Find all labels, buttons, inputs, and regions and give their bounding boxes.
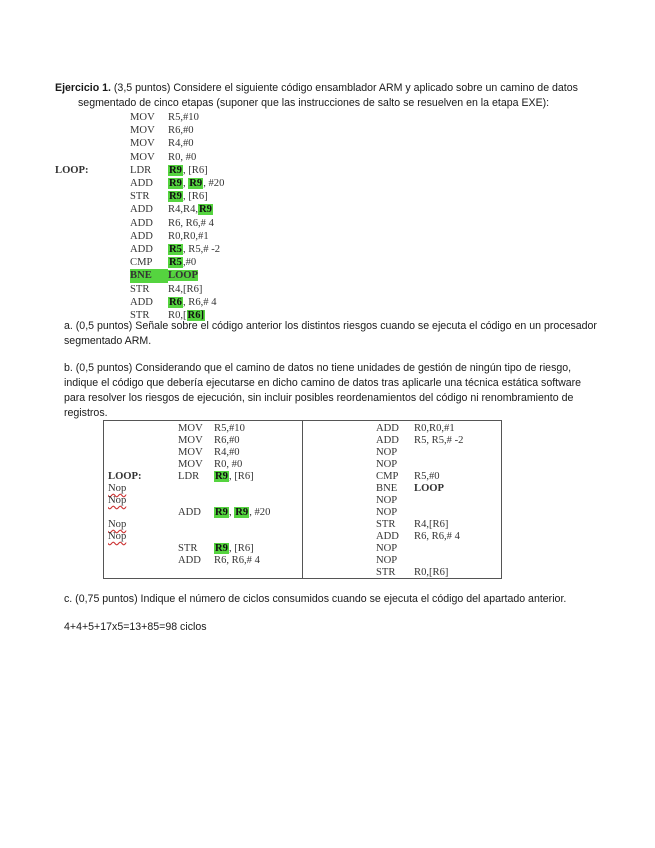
- code-operands: [168, 296, 217, 309]
- code-mnemonic: STR: [376, 519, 396, 530]
- code-operands: [168, 124, 194, 137]
- operand-text: R6,#0: [214, 435, 240, 446]
- part-c-question: c. (0,75 puntos) Indique el número de ciclos consumidos cuando se ejecuta el código del apartado anterior.: [64, 593, 567, 605]
- code-mnemonic: ADD: [130, 178, 153, 189]
- highlighted-register: R5: [169, 257, 182, 269]
- code-mnemonic: MOV: [130, 151, 155, 163]
- part-c-answer: 4+4+5+17x5=13+85=98 ciclos: [64, 621, 207, 633]
- operand-text: , #20: [203, 178, 225, 189]
- exercise-intro-line2: segmentado de cinco etapas (suponer que las instrucciones de salto se resuelven en la etapa EXE):: [78, 97, 550, 109]
- code-mnemonic: LDR: [130, 164, 152, 176]
- code-mnemonic: MOV: [130, 112, 155, 123]
- operand-text: ,: [182, 178, 189, 189]
- highlighted-register: R9: [215, 507, 228, 518]
- code-operands: [214, 471, 254, 483]
- code-operands: [414, 567, 448, 579]
- operand-text: LOOP: [168, 270, 199, 282]
- code-label: Nop: [108, 483, 127, 494]
- code-mnemonic: NOP: [376, 555, 398, 566]
- highlighted-register: R6]: [187, 310, 205, 321]
- operand-text: , R6,# 4: [182, 296, 217, 308]
- code-operands: [168, 151, 196, 164]
- operand-text: , [R6]: [228, 543, 254, 554]
- highlighted-register: R9: [169, 164, 182, 176]
- highlighted-register: R5: [169, 244, 182, 255]
- highlighted-register: R9: [169, 178, 182, 189]
- part-b-line4: registros.: [64, 407, 108, 419]
- code-mnemonic: ADD: [376, 423, 399, 434]
- code-operands: [168, 190, 208, 203]
- code-mnemonic: MOV: [178, 447, 203, 458]
- code-operands: [214, 459, 242, 471]
- operand-text: R6, R6,# 4: [214, 555, 260, 566]
- code-operands: [414, 483, 444, 495]
- code-operands: [168, 230, 209, 243]
- code-mnemonic: ADD: [376, 531, 399, 542]
- code-mnemonic: ADD: [178, 555, 201, 566]
- part-a-line1: a. (0,5 puntos) Señale sobre el código anterior los distintos riesgos cuando se ejecuta el código en un procesador: [64, 320, 597, 332]
- operand-text: , [R6]: [182, 191, 208, 203]
- highlighted-register: R9: [199, 204, 212, 216]
- code-label: LOOP:: [55, 164, 89, 176]
- operand-text: ,#0: [182, 257, 197, 269]
- code-mnemonic: STR: [130, 283, 150, 295]
- code-operands: [168, 217, 214, 230]
- code-operands: [168, 256, 196, 269]
- operand-text: R0,R0,#1: [414, 423, 455, 434]
- code-mnemonic: ADD: [376, 435, 399, 446]
- code-mnemonic: STR: [178, 543, 198, 554]
- code-mnemonic: MOV: [130, 125, 155, 137]
- operand-text: R4,[R6]: [414, 519, 449, 530]
- operand-text: LOOP: [414, 483, 445, 494]
- code-operands: [168, 111, 199, 124]
- table-column-divider: [302, 421, 303, 578]
- highlighted-register: R9: [169, 191, 182, 203]
- code-operands: [168, 269, 198, 282]
- code-mnemonic: MOV: [178, 423, 203, 434]
- operand-text: ,: [228, 507, 235, 518]
- code-mnemonic: ADD: [130, 217, 153, 229]
- code-mnemonic: NOP: [376, 459, 398, 470]
- exercise-intro: (3,5 puntos) Considere el siguiente código ensamblador ARM y aplicado sobre un camino de datos: [110, 82, 578, 94]
- highlighted-register: R6: [169, 296, 182, 308]
- code-mnemonic: ADD: [178, 507, 201, 518]
- part-b-line2: indique el código que debería ejecutarse en dicho camino de datos tras aplicarle una técnica estática software: [64, 377, 582, 389]
- code-mnemonic: LDR: [178, 471, 200, 482]
- operand-text: , [R6]: [182, 164, 208, 176]
- operand-text: R6, R6,# 4: [414, 531, 460, 542]
- operand-text: R4,#0: [168, 138, 194, 150]
- exercise-title: Ejercicio 1.: [55, 82, 111, 94]
- operand-text: R4,R4,: [168, 204, 199, 216]
- code-operands: [168, 283, 202, 296]
- operand-text: R0,[R6]: [414, 567, 449, 578]
- code-operands: [414, 519, 448, 531]
- solution-table: [103, 420, 502, 579]
- highlighted-register: R9: [235, 507, 249, 518]
- code-mnemonic: ADD: [130, 296, 153, 308]
- part-b-line3: para resolver los riesgos de ejecución, sin incluir posibles reordenamientos del código ni renombramiento de: [64, 392, 574, 404]
- code-mnemonic: MOV: [178, 435, 203, 446]
- operand-text: R5,#10: [214, 423, 245, 434]
- code-operands: [214, 423, 245, 435]
- code-operands: [168, 203, 213, 216]
- code-mnemonic: ADD: [130, 244, 153, 255]
- code-label: LOOP:: [108, 471, 142, 482]
- operand-text: R6, R6,# 4: [168, 217, 214, 229]
- operand-text: R4,[R6]: [168, 283, 203, 295]
- exercise-heading: [55, 81, 578, 96]
- code-mnemonic: ADD: [130, 230, 153, 242]
- code-mnemonic: NOP: [376, 447, 398, 458]
- code-mnemonic: MOV: [130, 138, 155, 150]
- code-operands: [414, 531, 460, 543]
- code-operands: [414, 471, 440, 483]
- operand-text: R0, #0: [168, 151, 197, 163]
- code-operands: [214, 543, 254, 555]
- operand-text: , #20: [249, 507, 271, 518]
- code-mnemonic: MOV: [178, 459, 203, 470]
- operand-text: , [R6]: [228, 471, 254, 482]
- code-mnemonic: BNE: [130, 269, 168, 282]
- code-operands: [214, 435, 240, 447]
- code-mnemonic: NOP: [376, 543, 398, 554]
- code-mnemonic: NOP: [376, 507, 398, 518]
- operand-text: R5,#0: [414, 471, 440, 482]
- operand-text: R0,R0,#1: [168, 230, 209, 242]
- highlighted-register: R9: [215, 471, 228, 482]
- code-operands: [168, 137, 194, 150]
- code-mnemonic: CMP: [376, 471, 399, 482]
- code-operands: [168, 177, 224, 190]
- code-operands: [414, 435, 463, 447]
- highlighted-register: R9: [189, 178, 203, 189]
- code-mnemonic: STR: [130, 310, 150, 321]
- operand-text: R0, #0: [214, 459, 243, 470]
- operand-text: , R5,# -2: [182, 244, 221, 255]
- operand-text: R5,#10: [168, 112, 199, 123]
- code-mnemonic: CMP: [130, 257, 153, 269]
- operand-text: R4,#0: [214, 447, 240, 458]
- code-mnemonic: NOP: [376, 495, 398, 506]
- code-operands: [214, 507, 270, 519]
- code-mnemonic: BNE: [376, 483, 398, 494]
- part-b-line1: b. (0,5 puntos) Considerando que el camino de datos no tiene unidades de gestión de ningún tipo de riesgo,: [64, 362, 572, 374]
- code-label: Nop: [108, 531, 127, 542]
- code-operands: [168, 243, 220, 256]
- part-a-line2: segmentado ARM.: [64, 335, 152, 347]
- operand-text: R0,[: [168, 310, 187, 321]
- code-mnemonic: STR: [130, 191, 150, 203]
- highlighted-register: R9: [215, 543, 228, 554]
- operand-text: R5, R5,# -2: [414, 435, 464, 446]
- code-operands: [168, 164, 208, 177]
- code-mnemonic: STR: [376, 567, 396, 578]
- code-operands: [214, 555, 260, 567]
- operand-text: R6,#0: [168, 125, 194, 137]
- code-label: Nop: [108, 519, 127, 530]
- code-mnemonic: ADD: [130, 204, 153, 216]
- code-label: Nop: [108, 495, 127, 506]
- code-operands: [214, 447, 240, 459]
- code-operands: [414, 423, 455, 435]
